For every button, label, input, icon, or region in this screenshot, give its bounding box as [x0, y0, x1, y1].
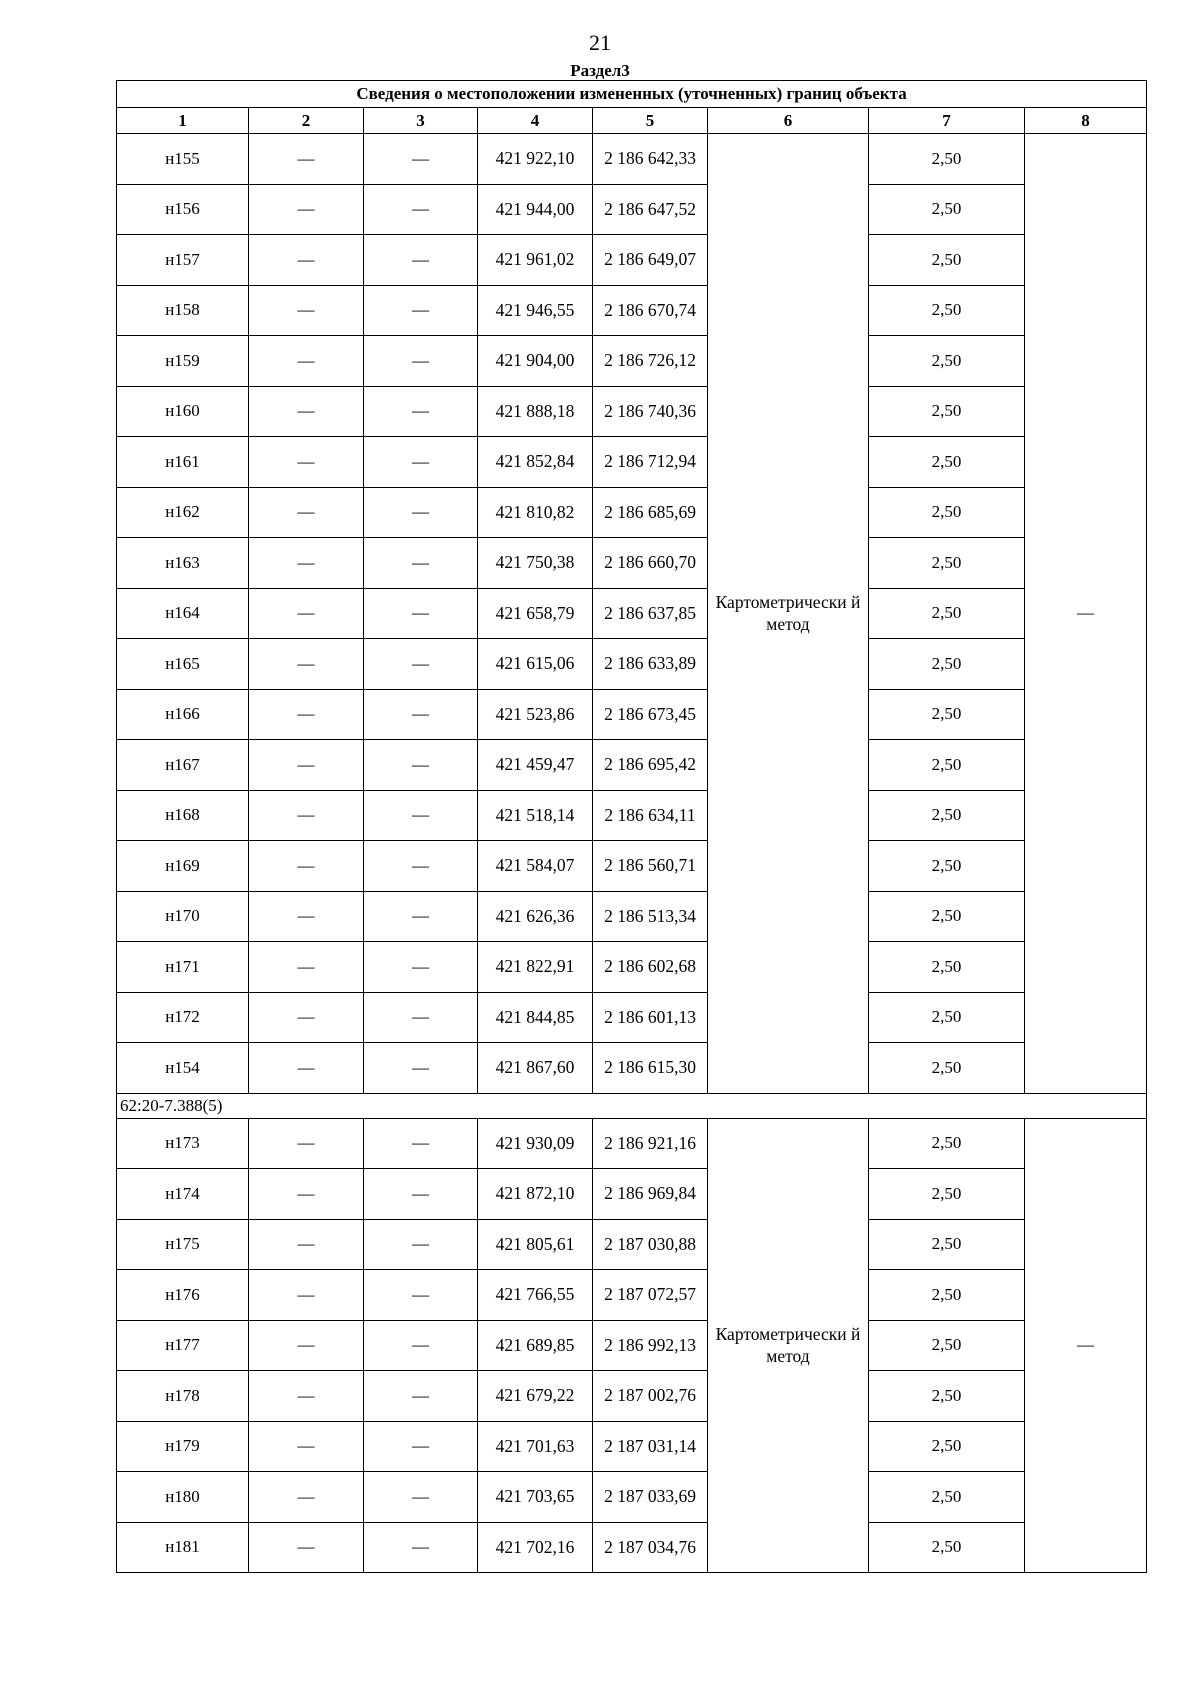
col3-cell: — [364, 336, 478, 387]
point-id-cell: н163 [117, 538, 249, 589]
col2-cell: — [249, 1169, 364, 1220]
point-id-cell: н166 [117, 689, 249, 740]
col3-cell: — [364, 1169, 478, 1220]
y-coordinate-cell: 2 186 685,69 [593, 487, 708, 538]
accuracy-cell: 2,50 [869, 891, 1025, 942]
accuracy-cell: 2,50 [869, 1421, 1025, 1472]
point-id-cell: н154 [117, 1043, 249, 1094]
y-coordinate-cell: 2 186 513,34 [593, 891, 708, 942]
accuracy-cell: 2,50 [869, 1219, 1025, 1270]
y-coordinate-cell: 2 187 002,76 [593, 1371, 708, 1422]
x-coordinate-cell: 421 930,09 [478, 1118, 593, 1169]
point-id-cell: н164 [117, 588, 249, 639]
x-coordinate-cell: 421 852,84 [478, 437, 593, 488]
col3-cell: — [364, 1043, 478, 1094]
x-coordinate-cell: 421 961,02 [478, 235, 593, 286]
col2-cell: — [249, 134, 364, 185]
col2-cell: — [249, 740, 364, 791]
col3-cell: — [364, 689, 478, 740]
x-coordinate-cell: 421 822,91 [478, 942, 593, 993]
accuracy-cell: 2,50 [869, 235, 1025, 286]
point-id-cell: н181 [117, 1522, 249, 1573]
column-header: 4 [478, 108, 593, 134]
y-coordinate-cell: 2 186 921,16 [593, 1118, 708, 1169]
col2-cell: — [249, 841, 364, 892]
point-id-cell: н159 [117, 336, 249, 387]
col2-cell: — [249, 1522, 364, 1573]
table-row [117, 184, 1147, 235]
x-coordinate-cell: 421 518,14 [478, 790, 593, 841]
x-coordinate-cell: 421 459,47 [478, 740, 593, 791]
page-number: 21 [589, 30, 611, 55]
col3-cell: — [364, 1371, 478, 1422]
col3-cell: — [364, 285, 478, 336]
method-cell: Картометрически й метод [708, 134, 869, 1094]
col8-cell: — [1025, 1118, 1147, 1573]
y-coordinate-cell: 2 186 660,70 [593, 538, 708, 589]
accuracy-cell: 2,50 [869, 134, 1025, 185]
x-coordinate-cell: 421 701,63 [478, 1421, 593, 1472]
section-title: Раздел3 [570, 61, 630, 80]
point-id-cell: н156 [117, 184, 249, 235]
col2-cell: — [249, 1320, 364, 1371]
x-coordinate-cell: 421 689,85 [478, 1320, 593, 1371]
table-row [117, 1320, 1147, 1371]
col3-cell: — [364, 790, 478, 841]
accuracy-cell: 2,50 [869, 689, 1025, 740]
x-coordinate-cell: 421 888,18 [478, 386, 593, 437]
y-coordinate-cell: 2 186 992,13 [593, 1320, 708, 1371]
x-coordinate-cell: 421 867,60 [478, 1043, 593, 1094]
accuracy-cell: 2,50 [869, 639, 1025, 690]
point-id-cell: н170 [117, 891, 249, 942]
col3-cell: — [364, 184, 478, 235]
x-coordinate-cell: 421 658,79 [478, 588, 593, 639]
y-coordinate-cell: 2 186 969,84 [593, 1169, 708, 1220]
table-row [117, 841, 1147, 892]
column-header: 2 [249, 108, 364, 134]
x-coordinate-cell: 421 922,10 [478, 134, 593, 185]
point-id-cell: н158 [117, 285, 249, 336]
col2-cell: — [249, 336, 364, 387]
col2-cell: — [249, 639, 364, 690]
col3-cell: — [364, 134, 478, 185]
table-row [117, 588, 1147, 639]
table-row [117, 1219, 1147, 1270]
table-row [117, 487, 1147, 538]
table-row [117, 790, 1147, 841]
column-header: 3 [364, 108, 478, 134]
point-id-cell: н174 [117, 1169, 249, 1220]
y-coordinate-cell: 2 186 649,07 [593, 235, 708, 286]
x-coordinate-cell: 421 946,55 [478, 285, 593, 336]
accuracy-cell: 2,50 [869, 538, 1025, 589]
col3-cell: — [364, 1522, 478, 1573]
y-coordinate-cell: 2 187 031,14 [593, 1421, 708, 1472]
column-header: 5 [593, 108, 708, 134]
col3-cell: — [364, 437, 478, 488]
table-row [117, 1522, 1147, 1573]
point-id-cell: н169 [117, 841, 249, 892]
col2-cell: — [249, 942, 364, 993]
col3-cell: — [364, 992, 478, 1043]
x-coordinate-cell: 421 626,36 [478, 891, 593, 942]
accuracy-cell: 2,50 [869, 386, 1025, 437]
col2-cell: — [249, 1118, 364, 1169]
x-coordinate-cell: 421 872,10 [478, 1169, 593, 1220]
accuracy-cell: 2,50 [869, 1371, 1025, 1422]
table-row [117, 1371, 1147, 1422]
table-row [117, 740, 1147, 791]
x-coordinate-cell: 421 750,38 [478, 538, 593, 589]
table-row [117, 992, 1147, 1043]
accuracy-cell: 2,50 [869, 1270, 1025, 1321]
table-row [117, 336, 1147, 387]
y-coordinate-cell: 2 186 634,11 [593, 790, 708, 841]
accuracy-cell: 2,50 [869, 437, 1025, 488]
col2-cell: — [249, 1270, 364, 1321]
col2-cell: — [249, 1219, 364, 1270]
col3-cell: — [364, 942, 478, 993]
accuracy-cell: 2,50 [869, 1043, 1025, 1094]
x-coordinate-cell: 421 805,61 [478, 1219, 593, 1270]
table-row [117, 235, 1147, 286]
table-row [117, 386, 1147, 437]
col2-cell: — [249, 538, 364, 589]
y-coordinate-cell: 2 187 034,76 [593, 1522, 708, 1573]
point-id-cell: н162 [117, 487, 249, 538]
accuracy-cell: 2,50 [869, 1118, 1025, 1169]
table-row [117, 639, 1147, 690]
col2-cell: — [249, 1371, 364, 1422]
table-row [117, 942, 1147, 993]
point-id-cell: н172 [117, 992, 249, 1043]
y-coordinate-cell: 2 186 601,13 [593, 992, 708, 1043]
col3-cell: — [364, 891, 478, 942]
col2-cell: — [249, 487, 364, 538]
point-id-cell: н177 [117, 1320, 249, 1371]
y-coordinate-cell: 2 186 560,71 [593, 841, 708, 892]
accuracy-cell: 2,50 [869, 790, 1025, 841]
table-row [117, 1421, 1147, 1472]
x-coordinate-cell: 421 679,22 [478, 1371, 593, 1422]
y-coordinate-cell: 2 187 033,69 [593, 1472, 708, 1523]
y-coordinate-cell: 2 186 615,30 [593, 1043, 708, 1094]
accuracy-cell: 2,50 [869, 841, 1025, 892]
accuracy-cell: 2,50 [869, 588, 1025, 639]
col2-cell: — [249, 386, 364, 437]
accuracy-cell: 2,50 [869, 336, 1025, 387]
x-coordinate-cell: 421 904,00 [478, 336, 593, 387]
accuracy-cell: 2,50 [869, 1320, 1025, 1371]
col3-cell: — [364, 235, 478, 286]
point-id-cell: н179 [117, 1421, 249, 1472]
y-coordinate-cell: 2 186 637,85 [593, 588, 708, 639]
col2-cell: — [249, 235, 364, 286]
col2-cell: — [249, 1472, 364, 1523]
point-id-cell: н161 [117, 437, 249, 488]
table-title-row [117, 81, 1147, 108]
col2-cell: — [249, 184, 364, 235]
table-row [117, 134, 1147, 185]
col3-cell: — [364, 1219, 478, 1270]
table-row [117, 1118, 1147, 1169]
boundary-table [116, 80, 1147, 1573]
y-coordinate-cell: 2 187 072,57 [593, 1270, 708, 1321]
column-header: 8 [1025, 108, 1147, 134]
table-row [117, 1270, 1147, 1321]
y-coordinate-cell: 2 186 642,33 [593, 134, 708, 185]
point-id-cell: н178 [117, 1371, 249, 1422]
x-coordinate-cell: 421 944,00 [478, 184, 593, 235]
accuracy-cell: 2,50 [869, 1472, 1025, 1523]
accuracy-cell: 2,50 [869, 1169, 1025, 1220]
table-row [117, 538, 1147, 589]
col3-cell: — [364, 386, 478, 437]
col2-cell: — [249, 437, 364, 488]
column-header: 1 [117, 108, 249, 134]
point-id-cell: н180 [117, 1472, 249, 1523]
table-row [117, 891, 1147, 942]
col2-cell: — [249, 1421, 364, 1472]
x-coordinate-cell: 421 810,82 [478, 487, 593, 538]
y-coordinate-cell: 2 187 030,88 [593, 1219, 708, 1270]
accuracy-cell: 2,50 [869, 285, 1025, 336]
accuracy-cell: 2,50 [869, 942, 1025, 993]
col3-cell: — [364, 740, 478, 791]
y-coordinate-cell: 2 186 712,94 [593, 437, 708, 488]
point-id-cell: н168 [117, 790, 249, 841]
y-coordinate-cell: 2 186 726,12 [593, 336, 708, 387]
y-coordinate-cell: 2 186 647,52 [593, 184, 708, 235]
point-id-cell: н173 [117, 1118, 249, 1169]
column-header: 7 [869, 108, 1025, 134]
y-coordinate-cell: 2 186 673,45 [593, 689, 708, 740]
group-label-row [117, 1093, 1147, 1118]
point-id-cell: н160 [117, 386, 249, 437]
col2-cell: — [249, 891, 364, 942]
y-coordinate-cell: 2 186 740,36 [593, 386, 708, 437]
col2-cell: — [249, 1043, 364, 1094]
y-coordinate-cell: 2 186 602,68 [593, 942, 708, 993]
table-row [117, 1472, 1147, 1523]
x-coordinate-cell: 421 523,86 [478, 689, 593, 740]
table-title: Сведения о местоположении измененных (уточненных) границ объекта [117, 81, 1147, 108]
point-id-cell: н176 [117, 1270, 249, 1321]
col3-cell: — [364, 639, 478, 690]
table-row [117, 689, 1147, 740]
point-id-cell: н171 [117, 942, 249, 993]
x-coordinate-cell: 421 615,06 [478, 639, 593, 690]
point-id-cell: н167 [117, 740, 249, 791]
accuracy-cell: 2,50 [869, 184, 1025, 235]
col8-cell: — [1025, 134, 1147, 1094]
accuracy-cell: 2,50 [869, 740, 1025, 791]
col3-cell: — [364, 1421, 478, 1472]
table-row [117, 285, 1147, 336]
y-coordinate-cell: 2 186 695,42 [593, 740, 708, 791]
col2-cell: — [249, 689, 364, 740]
x-coordinate-cell: 421 703,65 [478, 1472, 593, 1523]
accuracy-cell: 2,50 [869, 487, 1025, 538]
col2-cell: — [249, 992, 364, 1043]
point-id-cell: н175 [117, 1219, 249, 1270]
point-id-cell: н165 [117, 639, 249, 690]
x-coordinate-cell: 421 584,07 [478, 841, 593, 892]
table-row [117, 1043, 1147, 1094]
x-coordinate-cell: 421 766,55 [478, 1270, 593, 1321]
col3-cell: — [364, 1472, 478, 1523]
y-coordinate-cell: 2 186 633,89 [593, 639, 708, 690]
col3-cell: — [364, 1270, 478, 1321]
col3-cell: — [364, 1118, 478, 1169]
table-row [117, 1169, 1147, 1220]
method-cell: Картометрически й метод [708, 1118, 869, 1573]
table-row [117, 437, 1147, 488]
col3-cell: — [364, 588, 478, 639]
x-coordinate-cell: 421 702,16 [478, 1522, 593, 1573]
x-coordinate-cell: 421 844,85 [478, 992, 593, 1043]
y-coordinate-cell: 2 186 670,74 [593, 285, 708, 336]
point-id-cell: н155 [117, 134, 249, 185]
column-header: 6 [708, 108, 869, 134]
column-header-row [117, 108, 1147, 134]
col2-cell: — [249, 790, 364, 841]
col3-cell: — [364, 841, 478, 892]
group-label: 62:20-7.388(5) [117, 1093, 1147, 1118]
col2-cell: — [249, 285, 364, 336]
accuracy-cell: 2,50 [869, 1522, 1025, 1573]
point-id-cell: н157 [117, 235, 249, 286]
col3-cell: — [364, 1320, 478, 1371]
col2-cell: — [249, 588, 364, 639]
accuracy-cell: 2,50 [869, 992, 1025, 1043]
col3-cell: — [364, 538, 478, 589]
col3-cell: — [364, 487, 478, 538]
